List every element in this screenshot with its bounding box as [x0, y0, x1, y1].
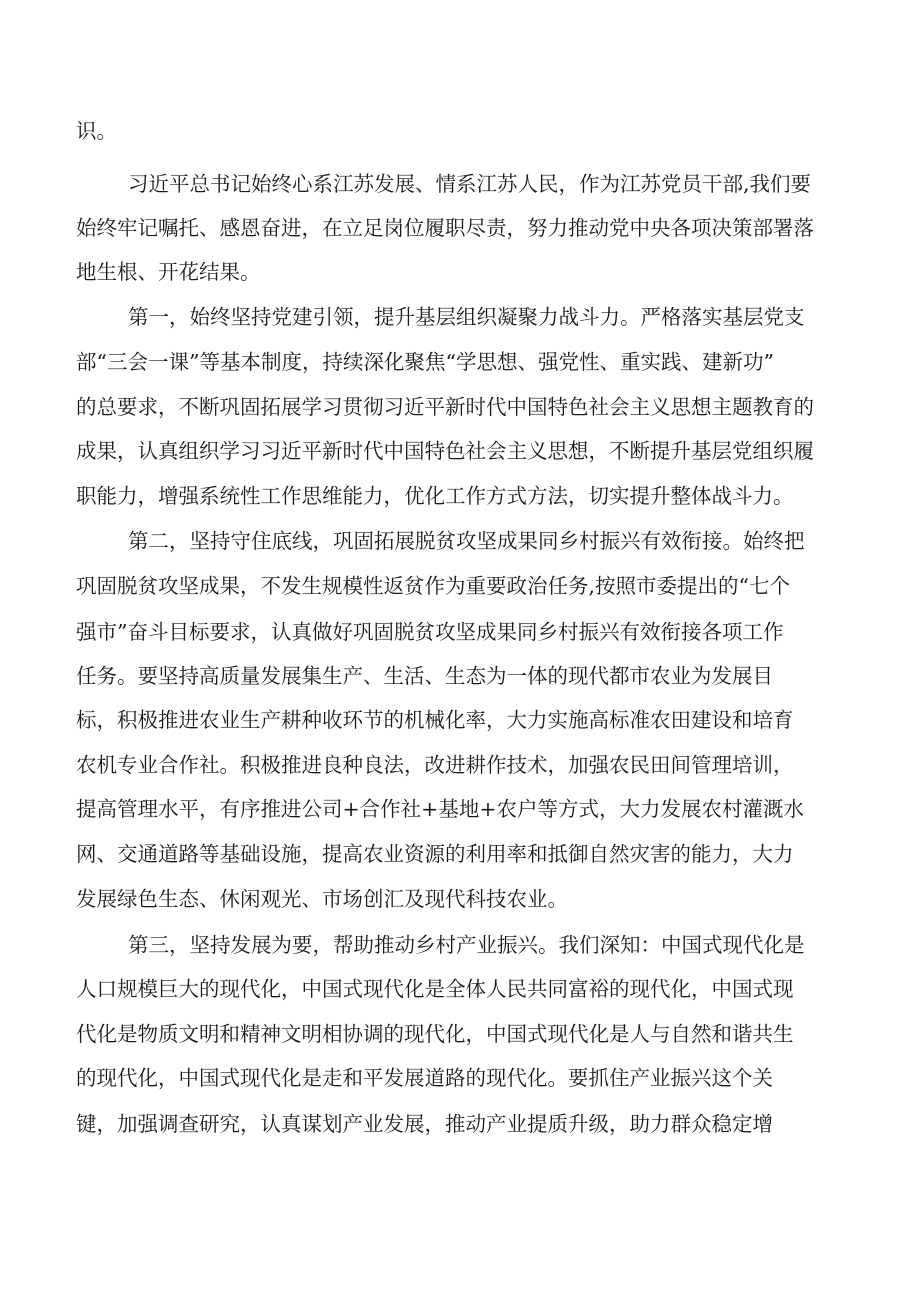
text-line: 强市”奋斗目标要求，认真做好巩固脱贫攻坚成果同乡村振兴有效衔接各项工作 [76, 620, 784, 644]
text-line: 农机专业合作社。积极推进良种良法，改进耕作技术，加强农民田间管理培训， [76, 753, 794, 777]
text-line: 地生根、开花结果。 [76, 260, 261, 284]
text-line: 任务。要坚持高质量发展集生产、生活、生态为一体的现代都市农业为发展目 [76, 664, 773, 688]
text-line: 识。 [76, 119, 117, 143]
paragraph-start-line: 习近平总书记始终心系江苏发展、情系江苏人民，作为江苏党员干部,我们要 [128, 172, 812, 196]
text-line: 部“三会一课”等基本制度，持续深化聚焦“学思想、强党性、重实践、建新功” [76, 350, 774, 374]
paragraph-start-line: 第一，始终坚持党建引领，提升基层组织凝聚力战斗力。严格落实基层党支 [128, 305, 805, 329]
text-line: 标，积极推进农业生产耕种收环节的机械化率，大力实施高标准农田建设和培育 [76, 708, 794, 732]
text-line: 人口规模巨大的现代化，中国式现代化是全体人民共同富裕的现代化，中国式现 [76, 977, 794, 1001]
text-line: 成果，认真组织学习习近平新时代中国特色社会主义思想，不断提升基层党组织履 [76, 439, 814, 463]
text-line: 始终牢记嘱托、感恩奋进，在立足岗位履职尽责，努力推动党中央各项决策部署落 [76, 216, 814, 240]
text-line: 职能力，增强系统性工作思维能力，优化工作方式方法，切实提升整体战斗力。 [76, 484, 794, 508]
text-line: 键，加强调查研究，认真谋划产业发展，推动产业提质升级，助力群众稳定增 [76, 1112, 773, 1136]
text-line: 代化是物质文明和精神文明相协调的现代化，中国式现代化是人与自然和谐共生 [76, 1022, 794, 1046]
text-line: 发展绿色生态、休闲观光、市场创汇及现代科技农业。 [76, 887, 568, 911]
paragraph-start-line: 第三，坚持发展为要，帮助推动乡村产业振兴。我们深知：中国式现代化是 [128, 933, 805, 957]
text-line: 提高管理水平，有序推进公司+合作社+基地+农户等方式，大力发展农村灌溉水 [76, 797, 805, 821]
text-line: 的总要求，不断巩固拓展学习贯彻习近平新时代中国特色社会主义思想主题教育的 [76, 395, 814, 419]
text-line: 网、交通道路等基础设施，提高农业资源的利用率和抵御自然灾害的能力，大力 [76, 842, 794, 866]
text-line: 巩固脱贫攻坚成果，不发生规模性返贫作为重要政治任务,按照市委提出的“七个 [76, 574, 790, 598]
text-line: 的现代化，中国式现代化是走和平发展道路的现代化。要抓住产业振兴这个关 [76, 1066, 773, 1090]
paragraph-start-line: 第二，坚持守住底线，巩固拓展脱贫攻坚成果同乡村振兴有效衔接。始终把 [128, 529, 805, 553]
